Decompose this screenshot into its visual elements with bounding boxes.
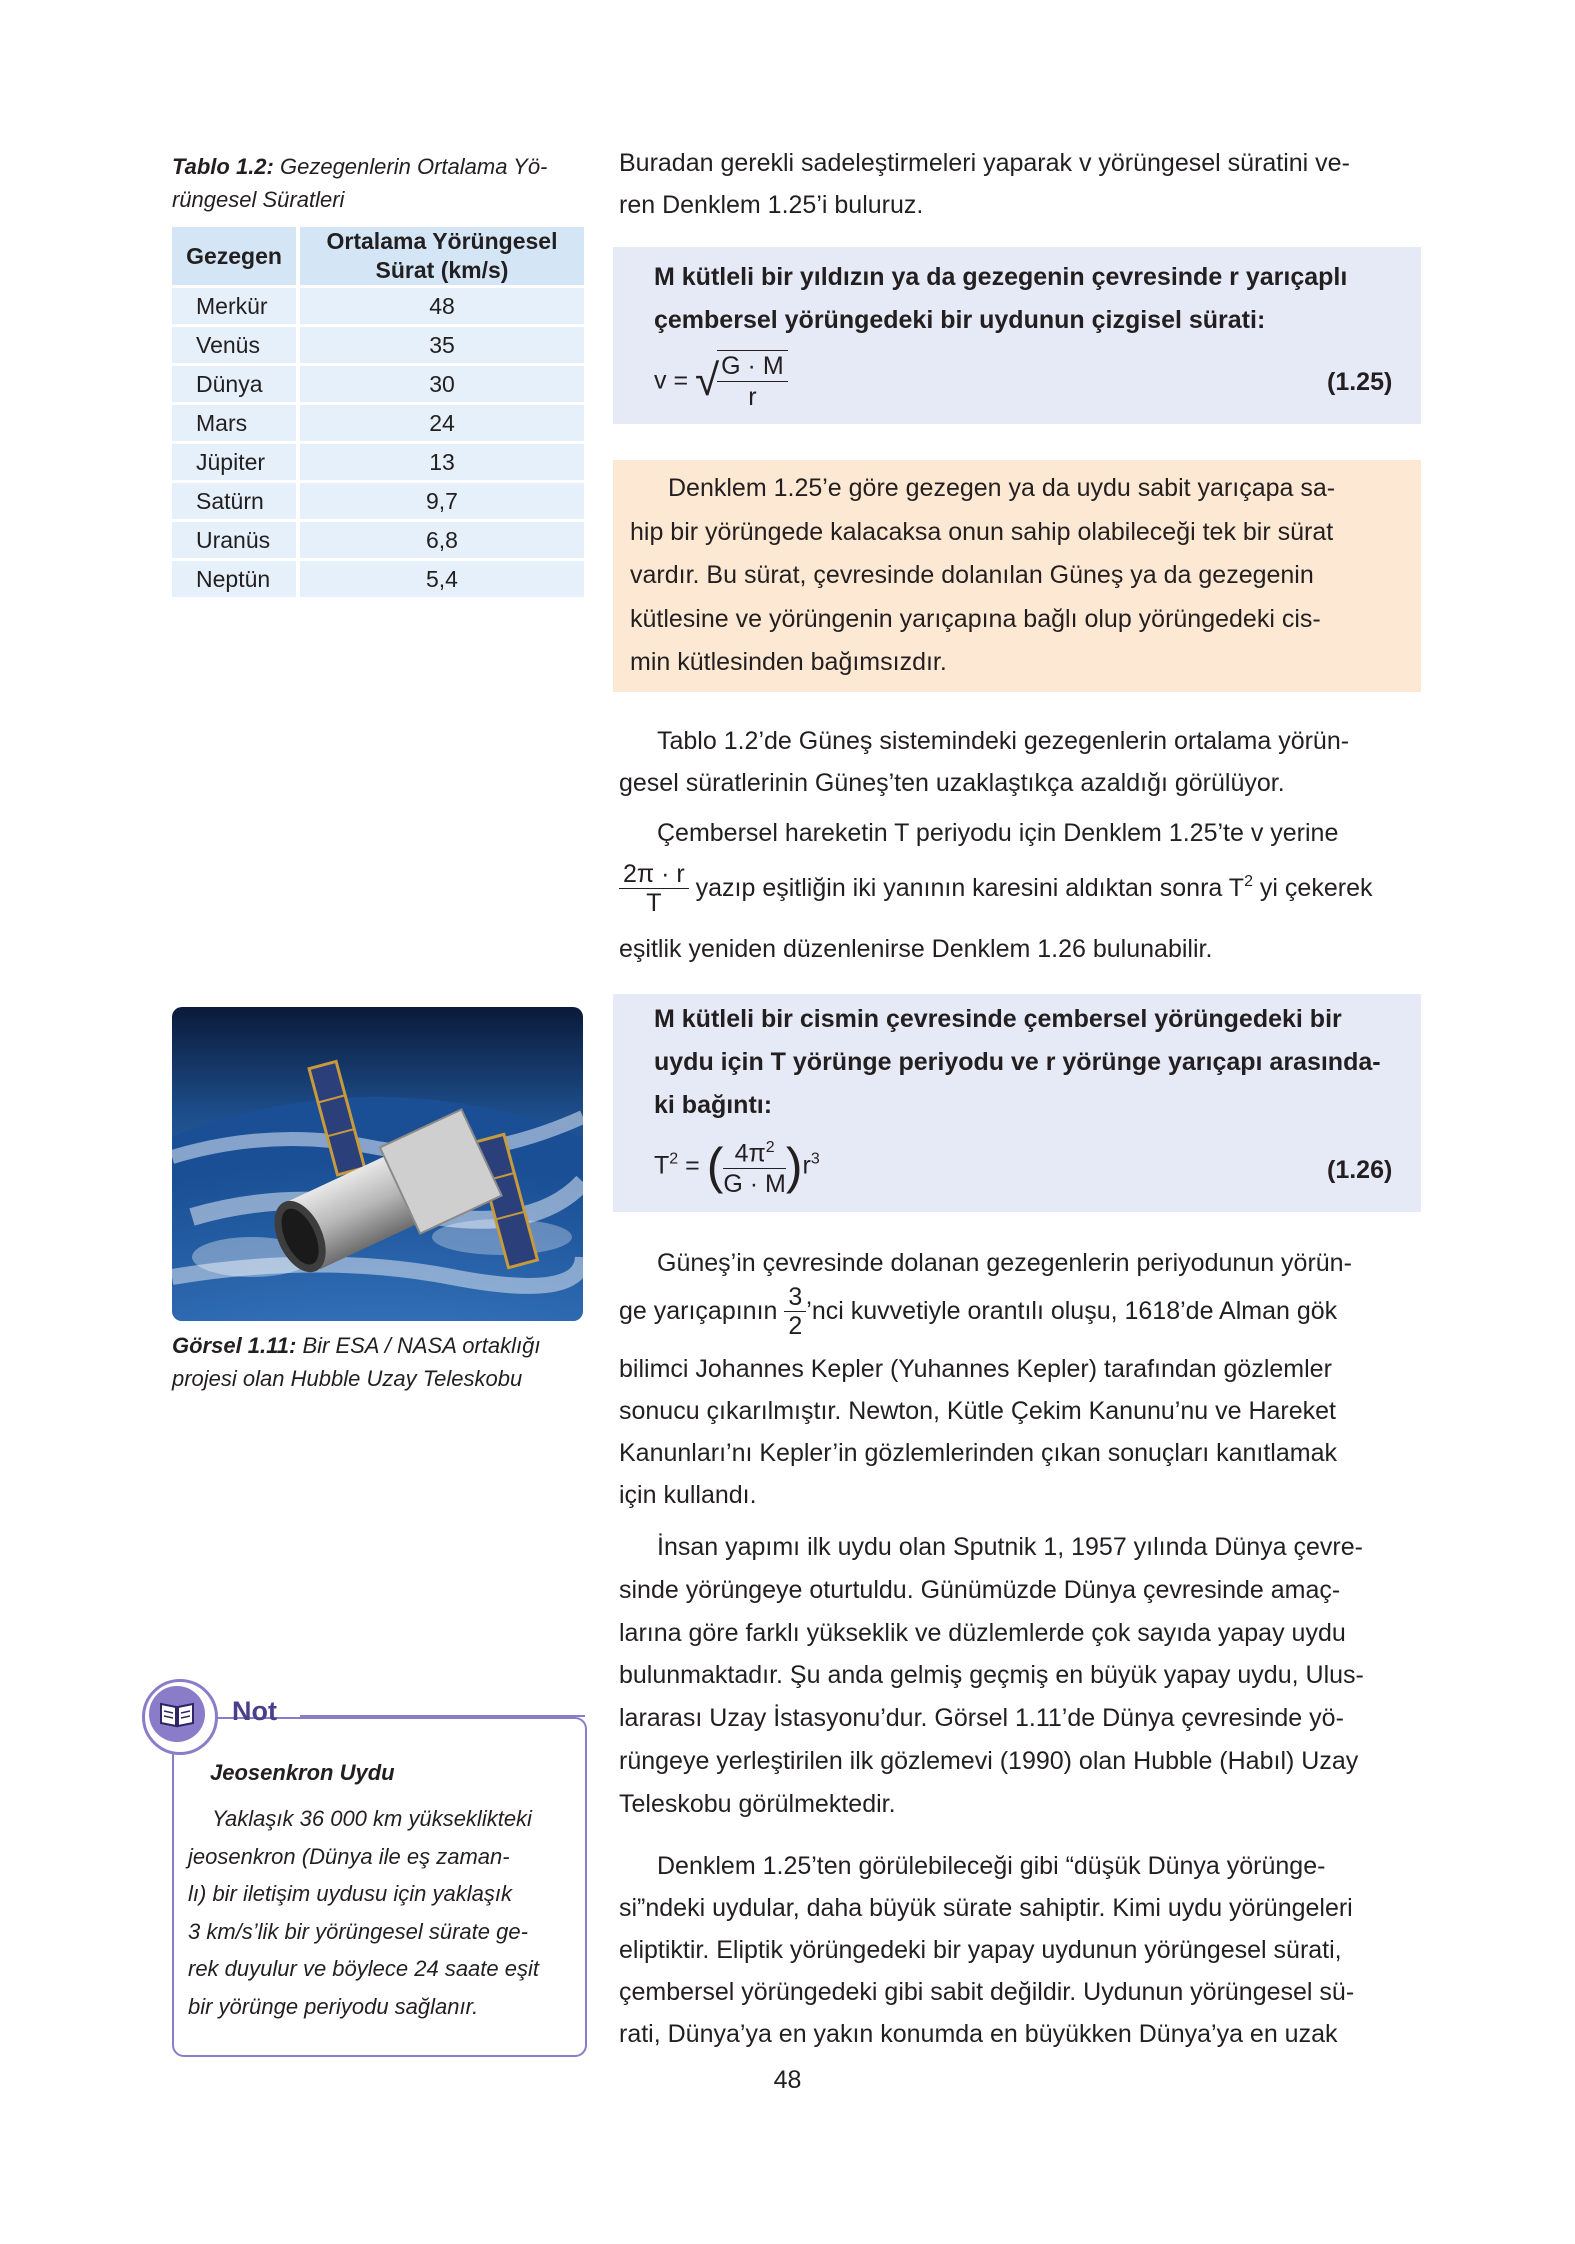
header-planet: Gezegen [172,227,300,285]
table-caption: Tablo 1.2: Gezegenlerin Ortalama Yö- rüngesel Süratleri [172,154,548,212]
paragraph-kepler-line2: ge yarıçapının $\frac{3}{2}$ ’nci kuvvetiyle orantılı oluşu, 1618’de Alman gök [619,1283,1338,1340]
paragraph-sputnik: İnsan yapımı ilk uydu olan Sputnik 1, 1957 yılında Dünya çevre- sinde yörüngeye oturtuldu. Günümüzde Dünya çevresinde amaç- larına göre farklı yükseklik ve düzlemlerde çok sayıda yapay uydu bulunmaktadır. Şu anda gelmiş geçmiş en büyük yapay uydu, Ulus- lararası Uzay İstasyonu’dur. Görsel 1.11’de Dünya çevresinde yö- rüngeye yerleştirilen ilk gözlemevi (1990) olan Hubble (Habıl) Uzay Teleskobu görülmektedir. [619,1533,1364,1818]
sqrt-symbol: √ [695,356,720,405]
table-row: Mars 24 [172,405,584,441]
note-body: Yaklaşık 36 000 km yükseklikteki jeosenkron (Dünya ile eş zaman- lı) bir iletişim uydusu için yaklaşık 3 km/s’lik bir yörüngesel sürate ge- rek duyulur ve böylece 24 saate eşit bir yörünge periyodu sağlanır. [188,1806,539,2019]
note-heading: Jeosenkron Uydu [210,1760,395,1785]
book-icon [149,1686,205,1742]
table-header-row [172,227,584,285]
table-row: Venüs 35 [172,327,584,363]
equation-1-25: v = √ $\frac{G \cdot M}{r}$ [654,350,788,412]
note-divider [300,1715,585,1717]
planet-speed-table [172,224,584,600]
equation-number-1-26: (1.26) [1327,1156,1393,1184]
equation-box-1-26-statement: M kütleli bir cismin çevresinde çembersel yörüngedeki bir uydu için T yörünge periyodu ve r yörünge yarıçapı arasında- ki bağıntı: [654,1005,1381,1119]
note-title: Not [232,1696,277,1726]
table-row: Jüpiter 13 [172,444,584,480]
intro-paragraph: Buradan gerekli sadeleştirmeleri yaparak v yörüngesel süratini ve- ren Denklem 1.25’i buluruz. [619,149,1350,219]
header-speed: Ortalama Yörüngesel Sürat (km/s) [300,227,584,285]
table-row: Satürn 9,7 [172,483,584,519]
equation-1-25-fraction: $\frac{G \cdot M}{r}$ [717,350,788,412]
paragraph-period: Çembersel hareketin T periyodu için Denklem 1.25’te v yerine [657,819,1339,847]
paragraph-period-line3: eşitlik yeniden düzenlenirse Denklem 1.26 bulunabilir. [619,935,1213,963]
paragraph-kepler-rest: bilimci Johannes Kepler (Yuhannes Kepler) tarafından gözlemler sonucu çıkarılmıştır. Newton, Kütle Çekim Kanunu’nu ve Hareket Kanunları’nı Kepler’in gözlemlerinden çıkan sonuçları kanıtlamak için kullandı. [619,1355,1337,1509]
table-row: Merkür 48 [172,288,584,324]
table-row: Uranüs 6,8 [172,522,584,558]
paragraph-kepler: Güneş’in çevresinde dolanan gezegenlerin periyodunun yörün- [657,1249,1352,1277]
paragraph-period-line2: $\frac{2\pi \cdot r}{T}$ yazıp eşitliğin iki yanının karesini aldıktan sonra $T^2$ yi çekerek [619,860,1434,917]
right-paren: ) [785,1138,803,1195]
two-pi-r-over-t-fraction: $\frac{2\pi \cdot r}{T}$ [619,860,689,917]
paragraph-orbit-speed: Denklem 1.25’ten görülebileceği gibi “düşük Dünya yörünge- si”ndeki uydular, daha büyük sürate sahiptir. Kimi uydu yörüngeleri eliptiktir. Eliptik yörüngedeki bir yapay uydunun yörüngesel sürati, çembersel yörüngedeki gibi sabit değildir. Uydunun yörüngesel sü- rati, Dünya’ya en yakın konumda en büyükken Dünya’ya en uzak [619,1852,1355,2048]
figure-caption: Görsel 1.11: Bir ESA / NASA ortaklığı projesi olan Hubble Uzay Teleskobu [172,1333,541,1391]
left-paren: ( [706,1138,724,1195]
equation-number-1-25: (1.25) [1327,368,1393,396]
paragraph-table-note: Tablo 1.2’de Güneş sistemindeki gezegenlerin ortalama yörün- gesel süratlerinin Güneş’ten uzaklaştıkça azaldığı görülüyor. [619,727,1350,797]
page-number: 48 [773,2066,802,2094]
hubble-telescope-image [172,1007,583,1321]
three-halves-fraction: $\frac{3}{2}$ [784,1283,806,1340]
info-box-text: Denklem 1.25’e göre gezegen ya da uydu sabit yarıçapa sa- hip bir yörüngede kalacaksa onun sahip olabileceği tek bir sürat vardır. Bu sürat, çevresinde dolanılan Güneş ya da gezegenin kütlesine ve yörüngenin yarıçapına bağlı olup yörüngedeki cis- min kütlesinden bağımsızdır. [630,474,1336,676]
table-row: Neptün 5,4 [172,561,584,597]
equation-1-26-fraction: $\frac{4\pi^2}{G \cdot M}$ [723,1133,786,1199]
equation-1-26: $T^2$ = ( $\frac{4\pi^2}{G \cdot M}$ )$r^3$ [654,1133,820,1199]
equation-box-1-25-statement: M kütleli bir yıldızın ya da gezegenin çevresinde r yarıçaplı çembersel yörüngedeki bir uydunun çizgisel sürati: [654,263,1348,334]
table-row: Dünya 30 [172,366,584,402]
